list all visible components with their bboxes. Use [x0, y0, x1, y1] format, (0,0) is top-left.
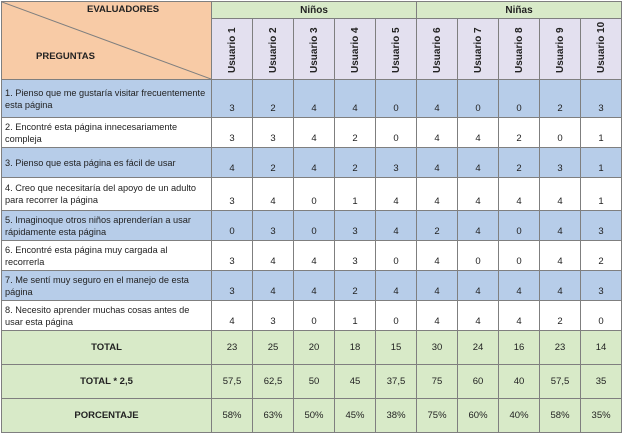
- score-cell: 3: [212, 241, 253, 271]
- score-cell: 4: [540, 241, 581, 271]
- score-cell: 0: [499, 211, 540, 241]
- total-rows: [2, 331, 622, 433]
- score-cell: 3: [581, 271, 622, 301]
- score-cell: 0: [294, 211, 335, 241]
- user-header-5: Usuario 5: [376, 19, 417, 80]
- score-cell: 4: [253, 241, 294, 271]
- total-cell: 45%: [335, 399, 376, 433]
- total-cell: 60: [458, 365, 499, 399]
- score-cell: 3: [212, 271, 253, 301]
- total-cell: 35: [581, 365, 622, 399]
- score-cell: 2: [253, 148, 294, 178]
- score-cell: 1: [581, 148, 622, 178]
- score-cell: 2: [581, 241, 622, 271]
- score-cell: 4: [417, 178, 458, 211]
- score-cell: 1: [335, 301, 376, 331]
- score-cell: 3: [540, 148, 581, 178]
- question-text: 1. Pienso que me gustaría visitar frecuentemente esta página: [2, 80, 212, 118]
- question-text: 7. Me sentí muy seguro en el manejo de esta página: [2, 271, 212, 301]
- user-header-8: Usuario 8: [499, 19, 540, 80]
- total-row: [2, 331, 622, 365]
- score-cell: 0: [376, 301, 417, 331]
- score-cell: 0: [294, 301, 335, 331]
- user-header-10: Usuario 10: [581, 19, 622, 80]
- score-cell: 4: [458, 301, 499, 331]
- score-cell: 4: [294, 241, 335, 271]
- total-cell: 37,5: [376, 365, 417, 399]
- score-cell: 0: [212, 211, 253, 241]
- score-cell: 4: [499, 178, 540, 211]
- score-cell: 2: [253, 80, 294, 118]
- score-cell: 4: [540, 271, 581, 301]
- user-header-1: Usuario 1: [212, 19, 253, 80]
- evaluadores-label: EVALUADORES: [87, 4, 160, 15]
- score-cell: 4: [294, 148, 335, 178]
- score-cell: 4: [458, 118, 499, 148]
- score-cell: 0: [581, 301, 622, 331]
- user-header-6: Usuario 6: [417, 19, 458, 80]
- score-cell: 0: [376, 118, 417, 148]
- user-header-2: Usuario 2: [253, 19, 294, 80]
- score-cell: 2: [335, 271, 376, 301]
- total-cell: 45: [335, 365, 376, 399]
- score-cell: 0: [458, 80, 499, 118]
- score-cell: 1: [581, 178, 622, 211]
- total-cell: 15: [376, 331, 417, 365]
- total-cell: 14: [581, 331, 622, 365]
- score-cell: 2: [499, 118, 540, 148]
- score-cell: 4: [458, 178, 499, 211]
- ninas-group-header: Niñas: [417, 2, 622, 19]
- score-cell: 3: [335, 211, 376, 241]
- score-cell: 3: [212, 80, 253, 118]
- table-row: [2, 271, 622, 301]
- total-cell: 75: [417, 365, 458, 399]
- score-cell: 4: [376, 271, 417, 301]
- question-text: 6. Encontré esta página muy cargada al recorrerla: [2, 241, 212, 271]
- score-cell: 3: [335, 241, 376, 271]
- table-row: [2, 301, 622, 331]
- score-cell: 4: [499, 301, 540, 331]
- score-cell: 4: [376, 211, 417, 241]
- total-cell: 23: [540, 331, 581, 365]
- score-cell: 4: [417, 80, 458, 118]
- total-cell: 57,5: [212, 365, 253, 399]
- score-cell: 0: [376, 241, 417, 271]
- question-text: 5. Imaginoque otros niños aprenderían a usar rápidamente esta página: [2, 211, 212, 241]
- user-header-7: Usuario 7: [458, 19, 499, 80]
- table-row: [2, 178, 622, 211]
- score-cell: 3: [253, 118, 294, 148]
- score-cell: 3: [581, 211, 622, 241]
- score-cell: 1: [581, 118, 622, 148]
- total-cell: 62,5: [253, 365, 294, 399]
- total-cell: 58%: [540, 399, 581, 433]
- score-cell: 3: [253, 301, 294, 331]
- score-cell: 2: [335, 148, 376, 178]
- score-cell: 4: [253, 271, 294, 301]
- score-cell: 4: [417, 271, 458, 301]
- total-cell: 60%: [458, 399, 499, 433]
- total-cell: 57,5: [540, 365, 581, 399]
- total-label: TOTAL: [2, 331, 212, 365]
- score-cell: 4: [540, 211, 581, 241]
- total-cell: 16: [499, 331, 540, 365]
- total-cell: 63%: [253, 399, 294, 433]
- total-cell: 40: [499, 365, 540, 399]
- score-cell: 4: [294, 118, 335, 148]
- user-header-3: Usuario 3: [294, 19, 335, 80]
- score-cell: 0: [294, 178, 335, 211]
- table-row: [2, 118, 622, 148]
- score-cell: 4: [376, 178, 417, 211]
- score-cell: 3: [212, 118, 253, 148]
- score-cell: 4: [417, 241, 458, 271]
- total-cell: 18: [335, 331, 376, 365]
- table-row: [2, 241, 622, 271]
- total-cell: 35%: [581, 399, 622, 433]
- score-cell: 4: [212, 301, 253, 331]
- score-cell: 2: [540, 80, 581, 118]
- evaluation-table: [1, 1, 622, 433]
- total-cell: 25: [253, 331, 294, 365]
- total-row: [2, 399, 622, 433]
- user-header-4: Usuario 4: [335, 19, 376, 80]
- total-cell: 50: [294, 365, 335, 399]
- question-text: 8. Necesito aprender muchas cosas antes de usar esta página: [2, 301, 212, 331]
- score-cell: 4: [458, 211, 499, 241]
- score-cell: 1: [335, 178, 376, 211]
- question-text: 2. Encontré esta página innecesariamente compleja: [2, 118, 212, 148]
- total-row: [2, 365, 622, 399]
- score-cell: 4: [499, 271, 540, 301]
- score-cell: 3: [212, 178, 253, 211]
- total-cell: 23: [212, 331, 253, 365]
- total-cell: 50%: [294, 399, 335, 433]
- total-label: TOTAL * 2,5: [2, 365, 212, 399]
- score-cell: 0: [458, 241, 499, 271]
- total-cell: 40%: [499, 399, 540, 433]
- score-cell: 4: [335, 80, 376, 118]
- score-cell: 3: [376, 148, 417, 178]
- score-cell: 4: [212, 148, 253, 178]
- score-cell: 4: [417, 301, 458, 331]
- score-cell: 0: [499, 241, 540, 271]
- preguntas-label: PREGUNTAS: [36, 51, 95, 62]
- score-cell: 4: [540, 178, 581, 211]
- score-cell: 2: [540, 301, 581, 331]
- score-cell: 4: [458, 148, 499, 178]
- score-cell: 0: [499, 80, 540, 118]
- score-cell: 3: [253, 211, 294, 241]
- table-row: [2, 148, 622, 178]
- score-cell: 2: [335, 118, 376, 148]
- score-cell: 3: [581, 80, 622, 118]
- score-cell: 4: [417, 118, 458, 148]
- total-cell: 38%: [376, 399, 417, 433]
- score-cell: 4: [253, 178, 294, 211]
- question-rows: [2, 80, 622, 331]
- score-cell: 4: [417, 148, 458, 178]
- question-text: 4. Creo que necesitaría del apoyo de un adulto para recorrer la página: [2, 178, 212, 211]
- question-text: 3. Pienso que esta página es fácil de usar: [2, 148, 212, 178]
- score-cell: 0: [376, 80, 417, 118]
- score-cell: 4: [458, 271, 499, 301]
- score-cell: 4: [294, 80, 335, 118]
- total-cell: 20: [294, 331, 335, 365]
- score-cell: 2: [499, 148, 540, 178]
- score-cell: 4: [294, 271, 335, 301]
- score-cell: 2: [417, 211, 458, 241]
- total-cell: 24: [458, 331, 499, 365]
- total-label: PORCENTAJE: [2, 399, 212, 433]
- total-cell: 75%: [417, 399, 458, 433]
- table-row: [2, 211, 622, 241]
- total-cell: 58%: [212, 399, 253, 433]
- score-cell: 0: [540, 118, 581, 148]
- table-row: [2, 80, 622, 118]
- ninos-group-header: Niños: [212, 2, 417, 19]
- total-cell: 30: [417, 331, 458, 365]
- user-header-9: Usuario 9: [540, 19, 581, 80]
- header-corner-cell: [2, 2, 212, 80]
